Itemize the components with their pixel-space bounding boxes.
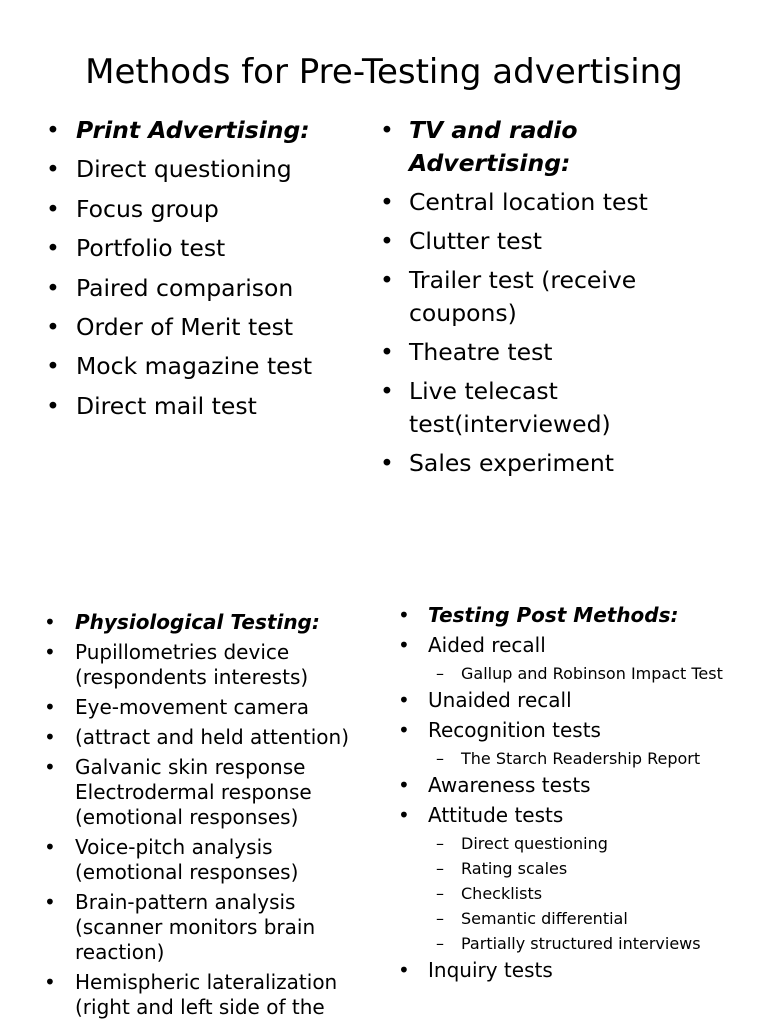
dash-icon: – [436, 834, 444, 853]
bullet-icon: • [46, 312, 60, 341]
list-item [398, 773, 758, 798]
list-item [44, 695, 374, 720]
tv-radio-advertising-list [380, 114, 710, 486]
bullet-icon: • [46, 352, 60, 381]
bullet-icon: • [44, 610, 56, 634]
list-item-text: Hemispheric lateralization (right and left side of the [75, 970, 338, 1019]
bullet-icon: • [398, 603, 410, 627]
list-item-text: Voice-pitch analysis (emotional responses) [75, 835, 299, 884]
list-item [46, 390, 346, 429]
bullet-icon: • [46, 116, 60, 144]
bullet-icon: • [46, 273, 60, 302]
page-title: Methods for Pre-Testing advertising [85, 52, 683, 92]
list-item [380, 186, 710, 219]
list-item-text: Pupillometries device (respondents interests) [75, 640, 309, 689]
list-item [44, 610, 374, 635]
list-item-text: Recognition tests [428, 718, 601, 742]
section-heading: Physiological Testing: [75, 610, 320, 634]
list-item-text: Paired comparison [76, 273, 294, 302]
physiological-testing-list [44, 610, 374, 1025]
sub-list-item-text: Rating scales [461, 859, 568, 878]
list-item-text: Mock magazine test [76, 352, 313, 381]
list-item [398, 633, 758, 658]
bullet-icon: • [44, 695, 56, 719]
list-item [44, 835, 374, 885]
list-item [380, 336, 710, 369]
list-item [398, 718, 758, 743]
list-item-text: Eye-movement camera [75, 695, 310, 719]
list-item-text: Inquiry tests [428, 958, 553, 982]
list-item-text: Clutter test [409, 227, 542, 255]
list-item [46, 350, 346, 389]
list-item [44, 640, 374, 690]
section-heading: Print Advertising: [76, 116, 310, 144]
bullet-icon: • [398, 958, 410, 982]
sub-list-item-text: Direct questioning [461, 834, 608, 853]
bullet-icon: • [398, 803, 410, 827]
bullet-icon: • [44, 725, 56, 749]
list-item-text: Order of Merit test [76, 312, 294, 341]
list-item [46, 272, 346, 311]
list-item [46, 114, 346, 153]
sub-list-item [398, 908, 758, 929]
dash-icon: – [436, 749, 444, 768]
sub-list-item-text: Checklists [461, 884, 543, 903]
list-item [398, 603, 758, 628]
list-item-text: Central location test [409, 188, 648, 216]
list-item [380, 447, 710, 480]
list-item [46, 153, 346, 192]
bullet-icon: • [44, 640, 56, 664]
bullet-icon: • [46, 234, 60, 263]
bullet-icon: • [44, 890, 56, 914]
sub-list-item-text: The Starch Readership Report [461, 749, 701, 768]
bullet-icon: • [380, 227, 394, 255]
bullet-icon: • [46, 194, 60, 223]
dash-icon: – [436, 664, 444, 683]
bullet-icon: • [398, 718, 410, 742]
dash-icon: – [436, 934, 444, 953]
dash-icon: – [436, 859, 444, 878]
list-item [46, 232, 346, 271]
list-item [380, 375, 710, 441]
list-item [44, 755, 374, 830]
sub-list-item [398, 933, 758, 954]
list-item [380, 114, 710, 180]
testing-post-methods-list [398, 603, 758, 988]
list-item [44, 725, 374, 750]
bullet-icon: • [44, 755, 56, 779]
list-item-text: Theatre test [409, 338, 553, 366]
bullet-icon: • [380, 377, 394, 405]
sub-list-item [398, 883, 758, 904]
section-heading: Testing Post Methods: [428, 603, 679, 627]
bullet-icon: • [380, 188, 394, 216]
sub-list-item [398, 858, 758, 879]
list-item-text: Awareness tests [428, 773, 591, 797]
sub-list-item-text: Gallup and Robinson Impact Test [461, 664, 723, 683]
list-item-text: Attitude tests [428, 803, 564, 827]
dash-icon: – [436, 909, 444, 928]
list-item-text: Trailer test (receive coupons) [409, 266, 637, 327]
list-item-text: Galvanic skin response Electrodermal response (emotional responses) [75, 755, 312, 829]
bullet-icon: • [44, 835, 56, 859]
bullet-icon: • [380, 116, 394, 144]
sub-list-item [398, 748, 758, 769]
list-item [380, 225, 710, 258]
bullet-icon: • [380, 266, 394, 294]
sub-list-item-text: Partially structured interviews [461, 934, 701, 953]
bullet-icon: • [380, 449, 394, 477]
dash-icon: – [436, 884, 444, 903]
bullet-icon: • [398, 773, 410, 797]
list-item [44, 970, 374, 1020]
list-item-text: Direct mail test [76, 391, 257, 420]
bullet-icon: • [398, 688, 410, 712]
bullet-icon: • [46, 391, 60, 420]
bullet-icon: • [44, 970, 56, 994]
list-item-text: Brain-pattern analysis (scanner monitors brain reaction) [75, 890, 316, 964]
sub-list-item-text: Semantic differential [461, 909, 628, 928]
list-item [398, 958, 758, 983]
bullet-icon: • [46, 155, 60, 184]
list-item-text: Live telecast test(interviewed) [409, 377, 611, 438]
list-item [46, 311, 346, 350]
list-item [398, 688, 758, 713]
list-item-text: Direct questioning [76, 155, 292, 184]
list-item [398, 803, 758, 828]
bullet-icon: • [380, 338, 394, 366]
list-item-text: Focus group [76, 194, 219, 223]
bullet-icon: • [398, 633, 410, 657]
sub-list-item [398, 663, 758, 684]
section-heading: TV and radio Advertising: [409, 116, 578, 177]
list-item [46, 193, 346, 232]
print-advertising-list [46, 114, 346, 429]
sub-list-item [398, 833, 758, 854]
list-item-text: Sales experiment [409, 449, 614, 477]
list-item-text: (attract and held attention) [75, 725, 350, 749]
list-item-text: Unaided recall [428, 688, 572, 712]
list-item [380, 264, 710, 330]
list-item-text: Aided recall [428, 633, 546, 657]
list-item-text: Portfolio test [76, 234, 226, 263]
list-item [44, 890, 374, 965]
